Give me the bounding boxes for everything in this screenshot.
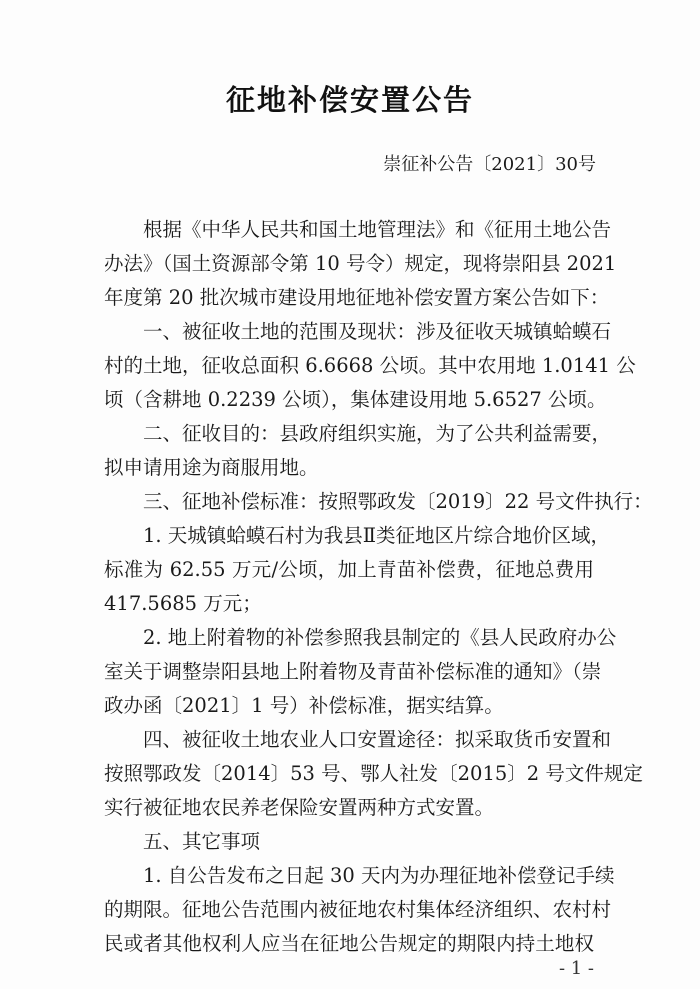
paragraph-line: 三、征地补偿标准：按照鄂政发〔2019〕22 号文件执行：	[143, 490, 653, 513]
paragraph-line: 标准为 62.55 万元/公顷，加上青苗补偿费，征地总费用	[104, 558, 594, 581]
paragraph-line: 村的土地，征收总面积 6.6668 公顷。其中农用地 1.0141 公	[104, 354, 636, 377]
paragraph-line: 办法》（国土资源部令第 10 号令）规定，现将崇阳县 2021	[104, 252, 617, 275]
paragraph-line: 一、被征收土地的范围及现状：涉及征收天城镇蛤蟆石	[143, 320, 612, 343]
paragraph-line: 顷（含耕地 0.2239 公顷），集体建设用地 5.6527 公顷。	[104, 388, 607, 411]
paragraph-line: 民或者其他权利人应当在征地公告规定的期限内持土地权	[104, 932, 594, 955]
document-number: 崇征补公告〔2021〕30号	[383, 154, 596, 175]
page-number: - 1 -	[558, 958, 594, 979]
paragraph-line: 的期限。征地公告范围内被征地农村集体经济组织、农村村	[104, 898, 612, 921]
paragraph-line: 室关于调整崇阳县地上附着物及青苗补偿标准的通知》（崇	[104, 660, 602, 683]
paragraph-line: 1. 自公告发布之日起 30 天内为办理征地补偿登记手续	[143, 864, 615, 887]
paragraph-line: 根据《中华人民共和国土地管理法》和《征用土地公告	[143, 218, 612, 241]
paragraph-line: 年度第 20 批次城市建设用地征地补偿安置方案公告如下：	[104, 286, 610, 309]
paragraph-line: 拟申请用途为商服用地。	[104, 456, 319, 479]
paragraph-line: 417.5685 万元；	[104, 592, 262, 615]
section-heading: 五、其它事项	[143, 830, 261, 853]
paragraph-line: 2. 地上附着物的补偿参照我县制定的《县人民政府办公	[143, 626, 617, 649]
document-title: 征地补偿安置公告	[225, 83, 474, 117]
paragraph-line: 政办函〔2021〕1 号）补偿标准，据实结算。	[104, 694, 504, 717]
paragraph-line: 四、被征收土地农业人口安置途径：拟采取货币安置和	[143, 728, 612, 751]
paragraph-line: 实行被征地农民养老保险安置两种方式安置。	[104, 796, 495, 819]
paragraph-line: 按照鄂政发〔2014〕53 号、鄂人社发〔2015〕2 号文件规定	[104, 762, 643, 785]
paragraph-line: 1. 天城镇蛤蟆石村为我县Ⅱ类征地区片综合地价区域，	[143, 524, 611, 547]
paragraph-line: 二、征收目的：县政府组织实施，为了公共利益需要，	[143, 422, 612, 445]
